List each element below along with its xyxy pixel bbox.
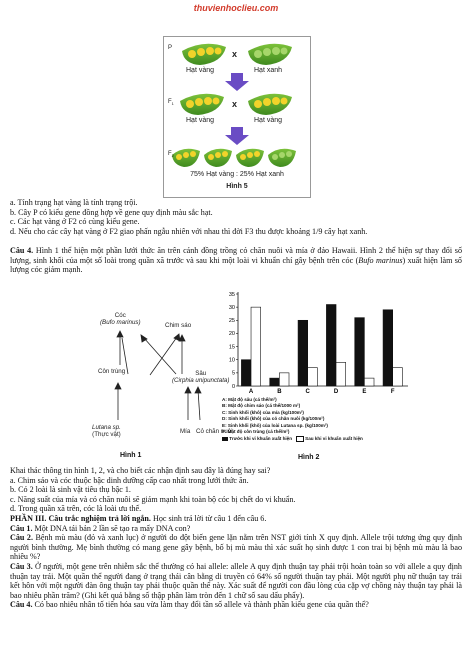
y-tick-label: 15 xyxy=(228,344,235,351)
short-question-4: Câu 4. Có bao nhiêu nhân tố tiến hóa sau vừa làm thay đổi tần số allele và thành phần kiểu gene của quần thể? xyxy=(10,600,369,610)
node-con-trung: Côn trùng xyxy=(98,368,126,375)
legend-series: Trước khi vi khuẩn xuất hiện Sau khi vi khuẩn xuất hiện xyxy=(222,436,422,443)
node-coc: Cóc (Bufo marinus) xyxy=(100,312,141,326)
y-tick-label: 20 xyxy=(228,331,235,338)
q4-option-a: a. Chim sáo và cóc thuộc bậc dinh dưỡng cấp cao nhất trong lưới thức ăn. xyxy=(10,475,249,485)
bar-C-after xyxy=(308,368,318,386)
x-tick-label: E xyxy=(362,389,367,395)
node-sau: Sâu (Cirphia unipunctata) xyxy=(172,370,230,384)
legend-d: D: Sinh khối (khô) của cỏ chăn nuôi (kg/100m²) xyxy=(222,416,325,422)
bar-C-before xyxy=(298,320,308,386)
bar-F-after xyxy=(393,368,403,386)
legend-e: E: Sinh khối (khô) của loài Lutana sp. (kg/100m²) xyxy=(222,422,328,428)
legend-f: F: Mật độ côn trùng (cá thể/m²) xyxy=(222,429,290,435)
legend-c: C: Sinh khối (khô) của mía (kg/100m²) xyxy=(222,409,304,415)
q4-option-d: d. Trong quần xã trên, cóc là loài ưu thế. xyxy=(10,504,142,514)
y-tick-label: 10 xyxy=(228,357,235,364)
y-tick-label: 25 xyxy=(228,318,235,325)
node-chim-sao: Chim sáo xyxy=(165,322,192,329)
x-tick-label: C xyxy=(305,389,310,395)
figure-2-caption: Hình 2 xyxy=(298,454,320,461)
bar-F-before xyxy=(383,310,393,386)
question-4-text: Câu 4. Hình 1 thể hiện một phần lưới thức ăn trên cánh đồng trồng cỏ chăn nuôi và mía ở đảo Hawaii. Hình 2 thể hiện sự thay đổi số lượng, sinh khối của một số loài trong quần xã trước và sau khi một loài vi khuẩn chí gây bệnh trên cóc (Bufo marinus) xuất hiện làm số lượng cóc giảm mạnh. xyxy=(10,246,462,275)
cross-symbol-p: x xyxy=(232,49,238,59)
x-tick-label: F xyxy=(390,389,395,395)
p-generation-label: P xyxy=(168,45,173,51)
question-4-statements xyxy=(10,466,462,610)
bar-E-after xyxy=(364,378,374,386)
q4-option-b: b. Có 2 loài là sinh vật tiêu thụ bậc 1. xyxy=(10,485,131,495)
y-tick-label: 5 xyxy=(231,370,235,377)
node-mia: Mía xyxy=(180,428,191,435)
short-question-3: Câu 3. Ở người, một gene trên nhiễm sắc thể thường có hai allele: allele A quy định thuận tay phải trội hoàn toàn so với allele a quy định thuận tay trái. Một quần thể người đang ở trạng thái cân bằng di truyền có 64% số người thuận tay phải. Một người phụ nữ thuận tay trái kết hôn với một người đàn ông thuận tay phải thuộc quần thể này. Xác suất để người con đầu lòng của cặp vợ chồng này thuận tay phải là bao nhiêu phần trăm? (Ghi kết quả bằng số thập phân làm tròn đến 1 chữ số sau dấu phẩy). xyxy=(10,561,462,600)
p-right-label: Hạt xanh xyxy=(254,67,283,74)
bar-A-after xyxy=(251,307,261,386)
bar-E-before xyxy=(355,318,365,386)
node-co-chan-nuoi: Cỏ chăn nuôi xyxy=(196,428,233,435)
bar-B-after xyxy=(279,373,289,386)
option-top-c: c. Các hạt vàng ở F2 có cùng kiểu gene. xyxy=(10,217,140,227)
option-top-b: b. Cây P có kiểu gene đồng hợp về gene quy định màu sắc hạt. xyxy=(10,207,213,217)
part-3-heading: PHẦN III. Câu trắc nghiệm trả lời ngắn. Học sinh trả lời từ câu 1 đến câu 6. xyxy=(10,513,267,523)
f1-right-label: Hạt vàng xyxy=(254,117,283,124)
node-lutana: Lutana sp. (Thực vật) xyxy=(92,424,121,438)
option-top-d: d. Nếu cho các cây hạt vàng ở F2 giao phấn ngẫu nhiên với nhau thì đời F3 thu được khoảng 1/9 cây hạt xanh. xyxy=(10,226,368,236)
short-question-2: Câu 2. Bệnh mù màu (đỏ và xanh lục) ở người do đột biến gene lặn nằm trên NST giới tính X quy định. Allele trội tương ứng quy định người bình thường. Mẹ bình thường có mang gene gây bệnh, bố bị mù màu thì xác suất họ sinh được 1 con trai bị bệnh mù màu là bao nhiêu %? xyxy=(10,533,462,562)
f2-generation-label: $F_2$ xyxy=(168,151,174,159)
watermark: thuvienhoclieu.com xyxy=(193,3,279,13)
bar-D-after xyxy=(336,362,346,386)
segregation-ratio: 75% Hạt vàng : 25% Hạt xanh xyxy=(190,171,284,178)
x-tick-label: B xyxy=(277,389,282,395)
question-4-prompt: Khai thác thông tin hình 1, 2, và cho biết các nhận định sau đây là đúng hay sai? xyxy=(10,466,271,475)
x-tick-label: D xyxy=(333,389,339,395)
figure-5-caption: Hình 5 xyxy=(226,183,248,190)
short-question-1: Câu 1. Một DNA tái bản 2 lần sẽ tạo ra mấy DNA con? xyxy=(10,523,191,533)
bar-D-before xyxy=(326,305,336,386)
legend-swatch-after xyxy=(296,436,304,442)
figure-1-caption: Hình 1 xyxy=(120,452,142,459)
legend-b: B: Mật độ chim sáo (cá thể/1000 m²) xyxy=(222,403,301,409)
y-tick-label: 0 xyxy=(231,383,235,390)
option-top-a: a. Tính trạng hạt vàng là tính trạng trội. xyxy=(10,198,138,207)
bar-B-before xyxy=(270,378,280,386)
cross-symbol-f1: x xyxy=(232,99,238,109)
x-tick-label: A xyxy=(248,389,254,395)
y-tick-label: 35 xyxy=(228,291,235,298)
legend-swatch-before xyxy=(222,437,228,441)
bar-A-before xyxy=(241,360,251,386)
y-tick-label: 30 xyxy=(228,304,235,311)
legend-a: A: Mật độ sâu (cá thể/m²) xyxy=(222,397,277,402)
chart-legend xyxy=(222,397,422,443)
p-left-label: Hạt vàng xyxy=(186,67,215,74)
q4-option-c: c. Năng suất của mía và cỏ chăn nuôi sẽ giảm mạnh khi toàn bộ cóc bị chết do vi khuẩn. xyxy=(10,494,296,504)
f1-generation-label: $F_1$ xyxy=(168,99,174,107)
f1-left-label: Hạt vàng xyxy=(186,117,215,124)
